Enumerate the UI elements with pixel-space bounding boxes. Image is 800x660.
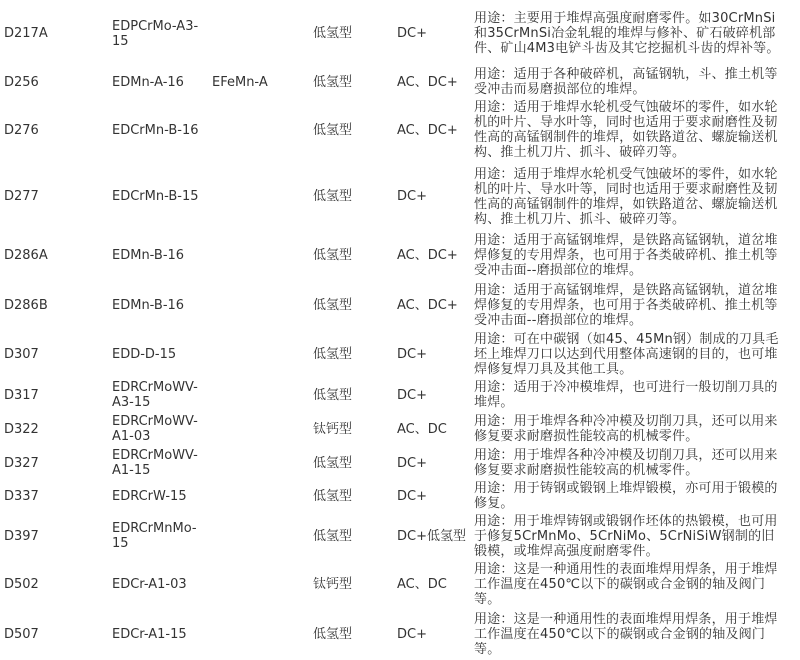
usage-text: 用途：用于堆焊各种冷冲模及切削刀具，还可以用来修复要求耐磨损性能较高的机械零件。 <box>474 414 778 444</box>
usage-text: 用途：适用于高锰钢堆焊，是铁路高锰钢轨，道岔堆焊修复的专用焊条，也可用于各类破碎机、推土机等受冲击面--磨损部位的堆焊。 <box>474 232 778 278</box>
electrode-code: D256 <box>4 74 39 90</box>
standard-model <box>212 97 302 163</box>
electrode-code: D337 <box>4 488 39 504</box>
coating-type: 低氢型 <box>313 387 353 403</box>
coating-type: 低氢型 <box>313 74 353 90</box>
current-type: DC+ <box>397 455 427 471</box>
standard-model <box>212 330 302 378</box>
standard-model <box>212 280 302 330</box>
coating-type: 低氢型 <box>313 346 353 362</box>
coating-type: 低氢型 <box>313 488 353 504</box>
electrode-code: D327 <box>4 455 39 471</box>
current-type: DC+ <box>397 189 427 204</box>
electrode-code: D397 <box>4 528 39 544</box>
electrode-model: EDRCrMoWV-A1-03 <box>112 414 198 444</box>
usage-text: 用途：用于堆焊各种冷冲模及切削刀具，还可以用来修复要求耐磨损性能较高的机械零件。 <box>474 448 778 478</box>
electrode-model: EDCrMn-B-15 <box>112 189 199 204</box>
usage-text: 用途：可在中碳钢（如45、45Mn钢）制成的刀具毛坯上堆焊刀口以达到代用整体高速钢的目的，也可堆焊修复焊刀具及其他工具。 <box>474 331 779 377</box>
usage-text: 用途：适用于堆焊水轮机受气蚀破坏的零件，如水轮机的叶片、导水叶等，同时也适用于要求耐磨性及韧性高的高锰钢制件的堆焊，如铁路道岔、螺旋输送机构、推土机刀片、抓斗、破碎刃等。 <box>474 166 778 227</box>
standard-model <box>212 0 302 67</box>
coating-type: 钛钙型 <box>313 577 353 592</box>
current-type: AC、DC+ <box>397 297 458 313</box>
electrode-model: EDMn-B-16 <box>112 297 185 313</box>
table-row <box>0 560 800 609</box>
coating-type: 低氢型 <box>313 297 353 313</box>
table-row <box>0 412 800 446</box>
electrode-model: EDCr-A1-03 <box>112 577 187 592</box>
electrode-code: D307 <box>4 346 39 362</box>
table-row <box>0 230 800 280</box>
usage-text: 用途：用于铸钢或锻钢上堆焊锻模，亦可用于锻模的修复。 <box>474 481 778 511</box>
current-type: AC、DC+ <box>397 122 458 138</box>
electrode-code: D276 <box>4 122 39 138</box>
electrode-code: D317 <box>4 387 39 403</box>
usage-text: 用途：用于堆焊铸钢或锻钢作坯体的热锻模，也可用于修复5CrMnMo、5CrNiMo、5CrNiSiW钢制的旧锻模，或堆焊高强度耐磨零件。 <box>474 513 778 559</box>
table-row <box>0 378 800 412</box>
current-type: AC、DC+ <box>397 247 458 263</box>
current-type: AC、DC <box>397 577 447 592</box>
coating-type: 钛钙型 <box>313 421 353 437</box>
coating-type: 低氢型 <box>313 26 353 41</box>
electrode-model: EDD-D-15 <box>112 346 177 362</box>
electrode-model: EDCr-A1-15 <box>112 626 187 642</box>
current-type: AC、DC <box>397 421 447 437</box>
table-row <box>0 480 800 512</box>
usage-text: 用途：适用于高锰钢堆焊，是铁路高锰钢轨，道岔堆焊修复的专用焊条，也可用于各类破碎机、推土机等受冲击面--磨损部位的堆焊。 <box>474 282 778 328</box>
standard-model <box>212 163 302 230</box>
standard-model <box>212 512 302 560</box>
coating-type: 低氢型 <box>313 528 353 544</box>
table-row <box>0 0 800 67</box>
standard-model <box>212 609 302 659</box>
electrode-model: EDMn-B-16 <box>112 247 185 263</box>
electrode-model: EDRCrMoWV-A1-15 <box>112 448 198 478</box>
table-row <box>0 330 800 378</box>
coating-type: 低氢型 <box>313 122 353 138</box>
standard-model <box>212 480 302 512</box>
electrode-model: EDMn-A-16 <box>112 74 184 90</box>
electrode-model: EDPCrMo-A3-15 <box>112 18 199 49</box>
electrode-code: D277 <box>4 189 39 204</box>
standard-model <box>212 230 302 280</box>
current-type: DC+ <box>397 626 427 642</box>
electrode-model: EDRCrMoWV-A3-15 <box>112 380 198 410</box>
standard-model <box>212 412 302 446</box>
electrode-code: D322 <box>4 421 39 437</box>
usage-text: 用途：这是一种通用性的表面堆焊用焊条，用于堆焊工作温度在450℃以下的碳钢或合金钢的轴及阀门等。 <box>474 611 778 657</box>
current-type: DC+ <box>397 346 427 362</box>
standard-model <box>212 560 302 609</box>
current-type: DC+ <box>397 26 427 41</box>
usage-text: 用途：主要用于堆焊高强度耐磨零件。如30CrMnSi和35CrMnSi冶金轧辊的堆焊与修补、矿石破碎机部件、矿山4M3电铲斗齿及其它挖掘机斗齿的焊补等。 <box>474 11 780 56</box>
electrode-code: D286B <box>4 297 48 313</box>
table-row <box>0 97 800 163</box>
coating-type: 低氢型 <box>313 189 353 204</box>
current-type: AC、DC+ <box>397 74 458 90</box>
coating-type: 低氢型 <box>313 455 353 471</box>
electrode-code: D507 <box>4 626 39 642</box>
standard-model <box>212 446 302 480</box>
table-row <box>0 163 800 230</box>
electrode-code: D286A <box>4 247 48 263</box>
usage-text: 用途：适用于冷冲模堆焊，也可进行一般切削刀具的堆焊。 <box>474 380 778 410</box>
usage-text: 用途：适用于各种破碎机，高锰钢轨，斗、推土机等受冲击而易磨损部位的堆焊。 <box>474 67 778 97</box>
electrode-model: EDRCrW-15 <box>112 488 187 504</box>
electrode-model: EDRCrMnMo-15 <box>112 521 197 551</box>
coating-type: 低氢型 <box>313 626 353 642</box>
table-row <box>0 609 800 659</box>
usage-text: 用途：这是一种通用性的表面堆焊用焊条，用于堆焊工作温度在450℃以下的碳钢或合金钢的轴及阀门等。 <box>474 562 778 607</box>
current-type: DC+ <box>397 387 427 403</box>
coating-type: 低氢型 <box>313 247 353 263</box>
current-type: DC+ <box>397 488 427 504</box>
standard-model <box>212 378 302 412</box>
table-row <box>0 512 800 560</box>
table-row <box>0 280 800 330</box>
table-row <box>0 446 800 480</box>
table-row <box>0 67 800 97</box>
electrode-code: D217A <box>4 26 48 41</box>
usage-text: 用途：适用于堆焊水轮机受气蚀破坏的零件，如水轮机的叶片、导水叶等，同时也适用于要求耐磨性及韧性高的高锰钢制件的堆焊，如铁路道岔、螺旋输送机构、推土机刀片、抓斗、破碎刃等。 <box>474 100 778 160</box>
electrode-code: D502 <box>4 577 39 592</box>
electrode-model: EDCrMn-B-16 <box>112 122 199 138</box>
standard-model: EFeMn-A <box>212 74 268 90</box>
current-type: DC+低氢型 <box>397 528 466 544</box>
